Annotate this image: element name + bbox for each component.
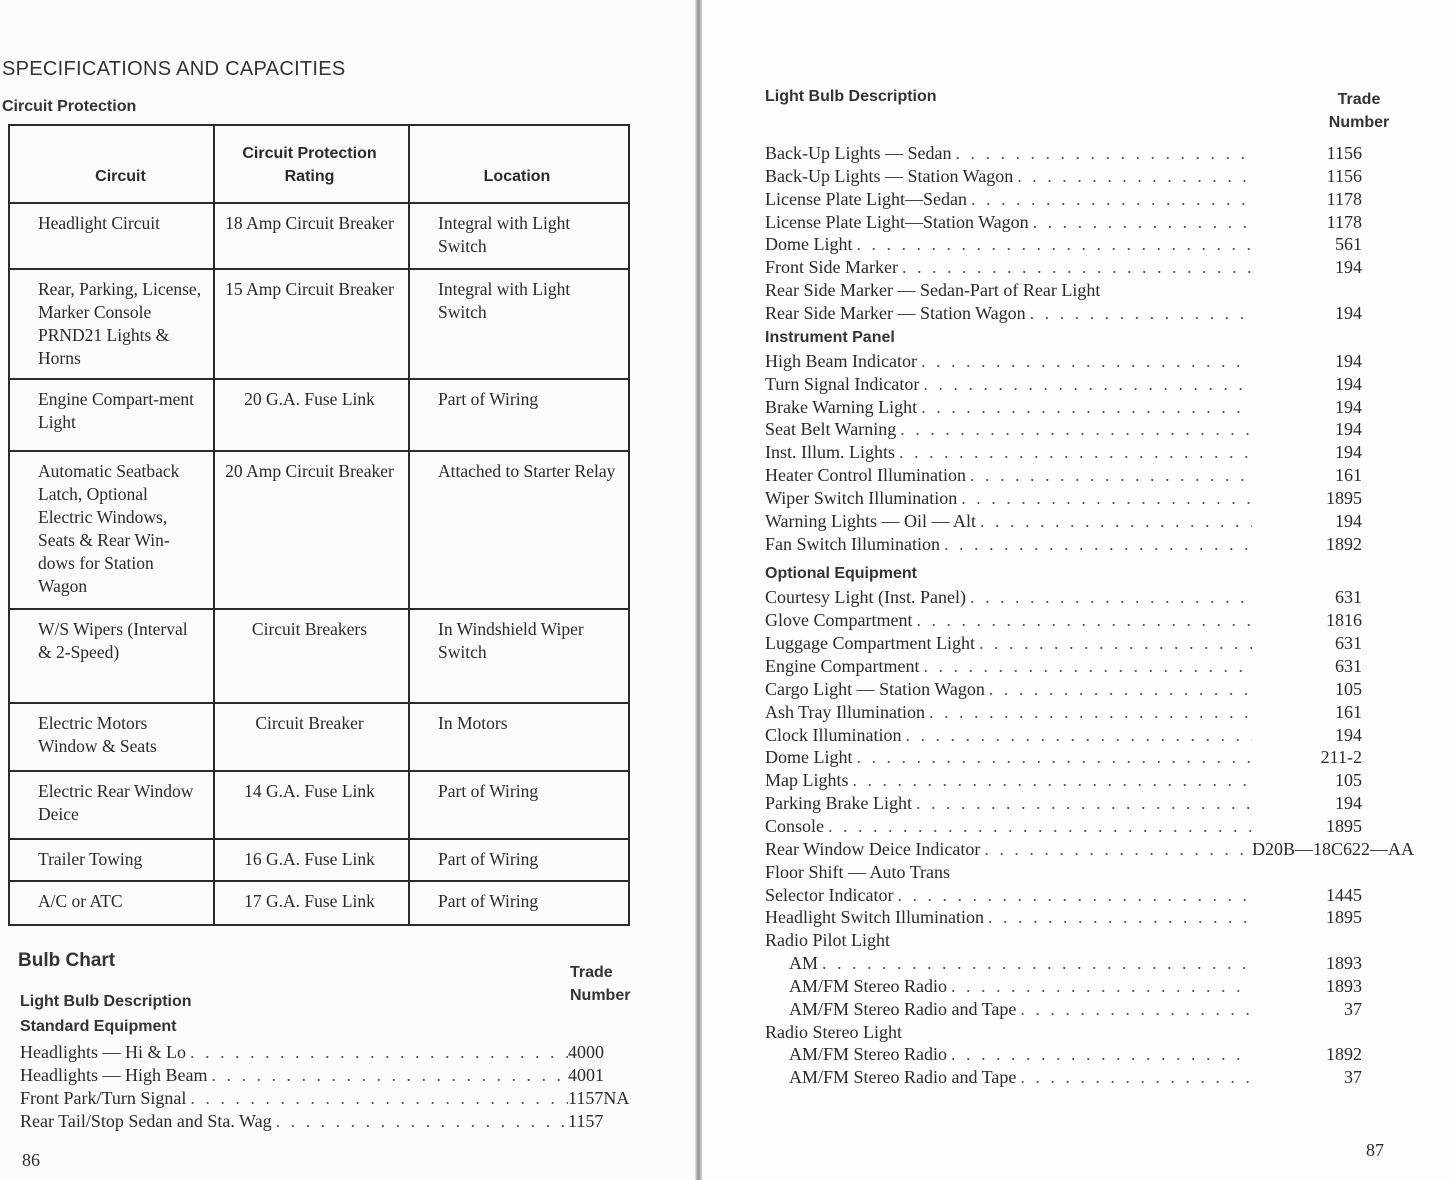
trade-number-header: Trade Number bbox=[570, 964, 631, 1004]
list-item bbox=[765, 303, 1362, 326]
list-item bbox=[765, 374, 1362, 397]
trade-number: 194 bbox=[1335, 724, 1362, 745]
bulb-name: Headlights — Hi & Lo bbox=[20, 1042, 186, 1062]
trade-number: 37 bbox=[1344, 1067, 1362, 1088]
trade-number: 194 bbox=[1335, 396, 1362, 417]
trade-number: 1178 bbox=[1326, 188, 1362, 209]
trade-number: 1157NA bbox=[568, 1088, 630, 1108]
bulb-name: Engine Compartment bbox=[765, 656, 920, 676]
trade-number: 161 bbox=[1335, 465, 1362, 486]
list-item bbox=[765, 770, 1362, 793]
bulb-name: Headlight Switch Illumination bbox=[765, 907, 984, 928]
table-cell-rating: 20 G.A. Fuse Link bbox=[214, 379, 409, 451]
list-item bbox=[765, 442, 1362, 465]
list-item bbox=[20, 1111, 640, 1134]
left-page bbox=[0, 0, 695, 1180]
trade-number-header: Trade Number bbox=[1328, 91, 1390, 131]
bulb-name: Rear Window Deice Indicator bbox=[765, 838, 981, 859]
book-gutter bbox=[695, 0, 702, 1180]
radio-stereo-light-label: Radio Stereo Light bbox=[765, 1021, 902, 1042]
table-cell-rating: 16 G.A. Fuse Link bbox=[214, 839, 409, 881]
list-item bbox=[20, 1088, 640, 1111]
page-title: SPECIFICATIONS AND CAPACITIES bbox=[2, 58, 346, 80]
bulb-name: Rear Tail/Stop Sedan and Sta. Wag bbox=[20, 1111, 272, 1131]
trade-number: 631 bbox=[1335, 633, 1362, 654]
right-page bbox=[702, 0, 1450, 1180]
bulb-name: Dome Light bbox=[765, 234, 853, 255]
list-item bbox=[765, 816, 1362, 839]
light-bulb-description-label: Light Bulb Description bbox=[20, 993, 192, 1010]
list-item bbox=[765, 419, 1362, 442]
instrument-panel-label: Instrument Panel bbox=[765, 328, 895, 346]
table-cell-circuit: Automatic Seatback Latch, Optional Electric Windows, Seats & Rear Win-dows for Station Wagon bbox=[9, 451, 214, 609]
bulb-name: Inst. Illum. Lights bbox=[765, 442, 895, 463]
bulb-name: Selector Indicator bbox=[765, 884, 894, 905]
trade-number: 1892 bbox=[1326, 533, 1362, 554]
list-item bbox=[765, 656, 1362, 679]
column-header-circuit: Circuit bbox=[9, 125, 214, 203]
bulb-name: Dome Light bbox=[765, 747, 853, 768]
table-row bbox=[9, 451, 629, 609]
table-cell-rating: Circuit Breakers bbox=[214, 609, 409, 703]
bulb-name: Courtesy Light (Inst. Panel) bbox=[765, 587, 966, 608]
bulb-name: Brake Warning Light bbox=[765, 396, 918, 417]
list-item bbox=[789, 1067, 1362, 1090]
bulb-name: AM/FM Stereo Radio bbox=[789, 1044, 948, 1065]
table-cell-circuit: Electric Rear Window Deice bbox=[9, 771, 214, 839]
table-row bbox=[9, 203, 629, 269]
trade-number: 1895 bbox=[1326, 487, 1362, 508]
bulb-name: Clock Illumination bbox=[765, 724, 902, 745]
bulb-name: AM/FM Stereo Radio bbox=[789, 975, 948, 996]
trade-number: 1156 bbox=[1326, 165, 1362, 186]
bulb-name: License Plate Light—Sedan bbox=[765, 188, 967, 209]
table-header-row bbox=[9, 125, 629, 203]
trade-number: 194 bbox=[1335, 257, 1362, 278]
bulb-name: Front Park/Turn Signal bbox=[20, 1088, 187, 1108]
table-cell-rating: 14 G.A. Fuse Link bbox=[214, 771, 409, 839]
list-item bbox=[765, 885, 1362, 908]
list-item bbox=[765, 397, 1362, 420]
bulb-name: Fan Switch Illumination bbox=[765, 533, 940, 554]
column-header-rating: Circuit Protection Rating bbox=[214, 125, 409, 203]
list-item bbox=[765, 257, 1362, 280]
bulb-name: Wiper Switch Illumination bbox=[765, 487, 958, 508]
table-row bbox=[9, 881, 629, 925]
trade-number: 194 bbox=[1335, 442, 1362, 463]
table-cell-rating: 15 Amp Circuit Breaker bbox=[214, 269, 409, 379]
trade-number: 161 bbox=[1335, 701, 1362, 722]
list-item bbox=[765, 838, 1415, 862]
trade-number: 631 bbox=[1335, 587, 1362, 608]
list-item bbox=[765, 234, 1362, 257]
list-item bbox=[765, 351, 1362, 374]
table-cell-circuit: Trailer Towing bbox=[9, 839, 214, 881]
trade-number: 194 bbox=[1335, 373, 1362, 394]
trade-number: 1816 bbox=[1326, 610, 1362, 631]
trade-number: 631 bbox=[1335, 656, 1362, 676]
bulb-name: AM/FM Stereo Radio and Tape bbox=[789, 1067, 1017, 1088]
table-cell-rating: 18 Amp Circuit Breaker bbox=[214, 203, 409, 269]
list-item bbox=[765, 465, 1362, 488]
trade-number: 194 bbox=[1335, 510, 1362, 531]
table-cell-circuit: Electric Motors Window & Seats bbox=[9, 703, 214, 771]
table-cell-location: Integral with Light Switch bbox=[409, 203, 629, 269]
table-cell-location: Attached to Starter Relay bbox=[409, 451, 629, 609]
table-cell-location: Part of Wiring bbox=[409, 771, 629, 839]
list-item bbox=[765, 143, 1362, 166]
table-cell-location: Part of Wiring bbox=[409, 839, 629, 881]
bulb-name: High Beam Indicator bbox=[765, 350, 917, 371]
list-item bbox=[765, 702, 1362, 725]
table-cell-rating: 17 G.A. Fuse Link bbox=[214, 881, 409, 925]
bulb-name: Front Side Marker bbox=[765, 257, 898, 278]
table-cell-location: In Windshield Wiper Switch bbox=[409, 609, 629, 703]
table-cell-location: Part of Wiring bbox=[409, 379, 629, 451]
table-row bbox=[9, 771, 629, 839]
trade-number: 105 bbox=[1335, 678, 1362, 699]
bulb-name: Headlights — High Beam bbox=[20, 1065, 208, 1085]
table-cell-rating: 20 Amp Circuit Breaker bbox=[214, 451, 409, 609]
table-cell-circuit: W/S Wipers (Interval & 2-Speed) bbox=[9, 609, 214, 703]
list-item bbox=[765, 679, 1362, 702]
rear-side-marker-sedan-note: Rear Side Marker — Sedan-Part of Rear Light bbox=[765, 280, 1101, 301]
trade-number: 1893 bbox=[1326, 953, 1362, 974]
bulb-name: Turn Signal Indicator bbox=[765, 373, 920, 394]
bulb-name: License Plate Light—Station Wagon bbox=[765, 211, 1029, 232]
list-item bbox=[765, 166, 1362, 189]
list-item bbox=[765, 534, 1362, 557]
list-item bbox=[765, 907, 1362, 930]
list-item bbox=[789, 999, 1362, 1022]
trade-number: 194 bbox=[1335, 793, 1362, 814]
radio-pilot-light-label: Radio Pilot Light bbox=[765, 930, 891, 951]
table-row bbox=[9, 609, 629, 703]
trade-number: 194 bbox=[1335, 302, 1362, 323]
trade-number: 105 bbox=[1335, 770, 1362, 791]
bulb-name: AM bbox=[789, 953, 819, 974]
floor-shift-label: Floor Shift — Auto Trans bbox=[765, 861, 951, 882]
list-item bbox=[765, 633, 1362, 656]
trade-number: 1156 bbox=[1326, 143, 1362, 163]
column-header-location: Location bbox=[409, 125, 629, 203]
bulb-chart-heading: Bulb Chart bbox=[18, 950, 116, 971]
trade-number: 211-2 bbox=[1320, 747, 1362, 768]
bulb-name: Back-Up Lights — Sedan bbox=[765, 143, 952, 163]
list-item bbox=[765, 212, 1362, 235]
bulb-name: Cargo Light — Station Wagon bbox=[765, 678, 985, 699]
bulb-name: Ash Tray Illumination bbox=[765, 701, 926, 722]
trade-number: 4000 bbox=[568, 1042, 604, 1062]
bulb-name: Seat Belt Warning bbox=[765, 419, 897, 440]
trade-number: 1895 bbox=[1326, 907, 1362, 928]
list-item bbox=[765, 610, 1362, 633]
bulb-name: Heater Control Illumination bbox=[765, 465, 966, 486]
table-row bbox=[9, 703, 629, 771]
list-item bbox=[765, 793, 1362, 816]
table-cell-location: In Motors bbox=[409, 703, 629, 771]
trade-number: 1445 bbox=[1326, 884, 1362, 905]
bulb-name: Warning Lights — Oil — Alt bbox=[765, 510, 977, 531]
light-bulb-description-label: Light Bulb Description bbox=[765, 88, 937, 105]
bulb-name: Back-Up Lights — Station Wagon bbox=[765, 165, 1014, 186]
trade-number: 194 bbox=[1335, 419, 1362, 440]
list-item bbox=[765, 587, 1362, 610]
list-item bbox=[765, 725, 1362, 748]
table-cell-circuit: A/C or ATC bbox=[9, 881, 214, 925]
list-item bbox=[789, 1044, 1362, 1067]
list-item bbox=[765, 511, 1362, 534]
trade-number: 561 bbox=[1335, 234, 1362, 255]
list-item bbox=[789, 953, 1362, 976]
trade-number: D20B—18C622—AA bbox=[1252, 838, 1415, 859]
bulb-name: AM/FM Stereo Radio and Tape bbox=[789, 998, 1017, 1019]
bulb-name: Glove Compartment bbox=[765, 610, 913, 631]
table-cell-location: Part of Wiring bbox=[409, 881, 629, 925]
list-item bbox=[765, 488, 1362, 511]
list-item bbox=[20, 1042, 640, 1065]
table-cell-circuit: Headlight Circuit bbox=[9, 203, 214, 269]
trade-number: 1157 bbox=[568, 1111, 604, 1131]
table-row bbox=[9, 269, 629, 379]
table-cell-circuit: Engine Compart-ment Light bbox=[9, 379, 214, 451]
optional-equipment-label: Optional Equipment bbox=[765, 565, 917, 583]
bulb-name: Map Lights bbox=[765, 770, 849, 791]
table-cell-location: Integral with Light Switch bbox=[409, 269, 629, 379]
circuit-protection-table bbox=[8, 124, 630, 926]
section-title-circuit-protection: Circuit Protection bbox=[2, 98, 137, 115]
table-row bbox=[9, 379, 629, 451]
bulb-name: Parking Brake Light bbox=[765, 793, 912, 814]
trade-number: 4001 bbox=[568, 1065, 604, 1085]
trade-number: 1892 bbox=[1326, 1044, 1362, 1065]
page-number: 87 bbox=[1366, 1140, 1384, 1160]
list-item bbox=[765, 189, 1362, 212]
bulb-name: Console bbox=[765, 815, 825, 836]
page-number: 86 bbox=[22, 1150, 40, 1170]
table-cell-circuit: Rear, Parking, License, Marker Console PRND21 Lights & Horns bbox=[9, 269, 214, 379]
trade-number: 37 bbox=[1344, 998, 1362, 1019]
standard-equipment-label: Standard Equipment bbox=[20, 1018, 177, 1035]
trade-number: 1893 bbox=[1326, 975, 1362, 996]
trade-number: 1178 bbox=[1326, 211, 1362, 232]
list-item bbox=[765, 747, 1362, 770]
table-row bbox=[9, 839, 629, 881]
list-item bbox=[20, 1065, 640, 1088]
list-item bbox=[789, 976, 1362, 999]
bulb-name: Luggage Compartment Light bbox=[765, 633, 975, 654]
bulb-name: Rear Side Marker — Station Wagon bbox=[765, 302, 1026, 323]
table-cell-rating: Circuit Breaker bbox=[214, 703, 409, 771]
trade-number: 1895 bbox=[1326, 815, 1362, 836]
trade-number: 194 bbox=[1335, 350, 1362, 371]
